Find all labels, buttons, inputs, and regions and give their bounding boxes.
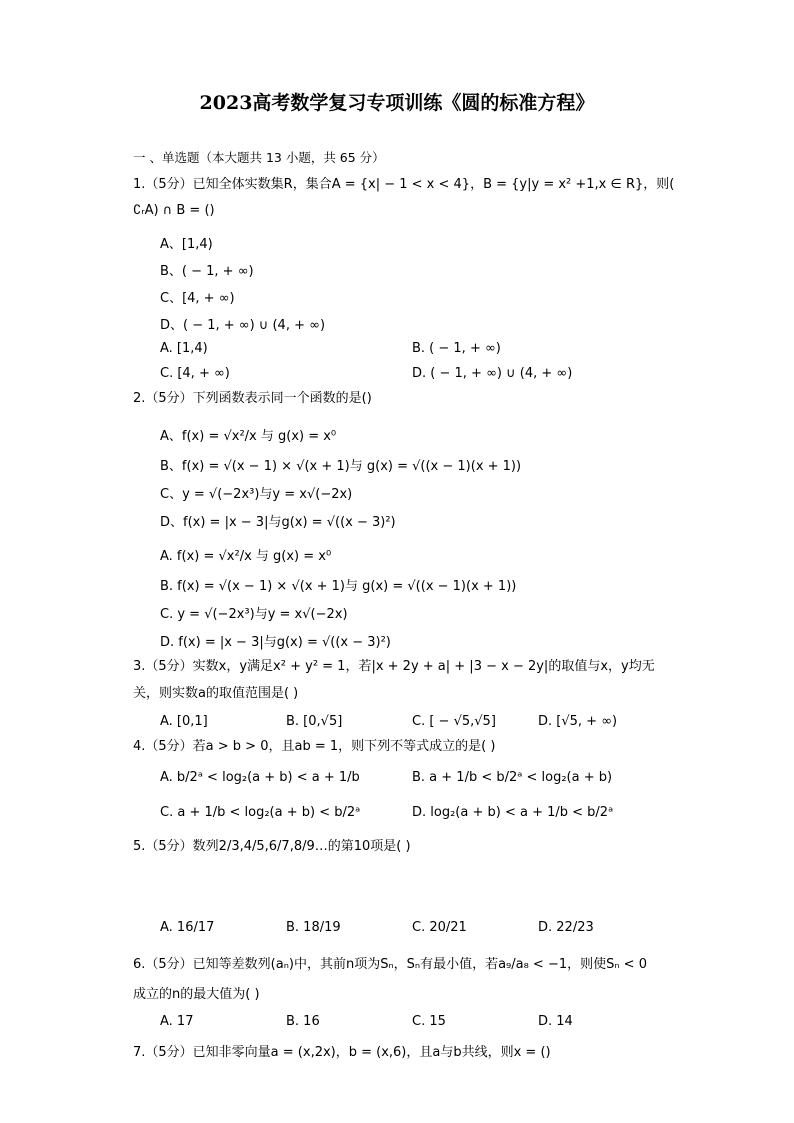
q2-grid-c: C. y = √(−2x³)与y = x√(−2x) — [160, 607, 348, 622]
question-6-line-1: 6.（5分）已知等差数列(aₙ)中，其前n项为Sₙ，Sₙ有最小值，若a₉/a₈ < −1，则使Sₙ < 0 — [133, 957, 647, 972]
q1-choice-a: A、[1,4) — [160, 237, 213, 252]
q6-choice-d: D. 14 — [538, 1014, 573, 1029]
question-3-line-2: 关，则实数a的取值范围是( ) — [133, 686, 299, 701]
question-3-line-1: 3.（5分）实数x，y满足x² + y² = 1，若|x + 2y + a| + |3 − x − 2y|的取值与x，y均无 — [133, 659, 655, 674]
question-1-line-1: 1.（5分）已知全体实数集R，集合A = {x| − 1 < x < 4}，B = {y|y = x² +1,x ∈ R}，则( — [133, 177, 675, 192]
q3-choice-a: A. [0,1] — [160, 714, 208, 729]
q3-choice-b: B. [0,√5] — [286, 714, 343, 729]
q1-grid-d: D. ( − 1, + ∞) ∪ (4, + ∞) — [412, 366, 573, 381]
q3-choice-d: D. [√5, + ∞) — [538, 714, 618, 729]
q4-choice-b: B. a + 1/b < b/2ᵃ < log₂(a + b) — [412, 770, 613, 785]
q1-choice-b: B、( − 1, + ∞) — [160, 264, 254, 279]
q4-choice-d: D. log₂(a + b) < a + 1/b < b/2ᵃ — [412, 805, 614, 820]
q1-grid-b: B. ( − 1, + ∞) — [412, 341, 501, 356]
question-2-stem: 2.（5分）下列函数表示同一个函数的是() — [133, 391, 372, 406]
page-title: 2023高考数学复习专项训练《圆的标准方程》 — [199, 92, 595, 114]
question-6-line-2: 成立的n的最大值为( ) — [133, 987, 260, 1002]
section-heading: 一 、单选题（本大题共 13 小题，共 65 分） — [133, 150, 385, 165]
q2-choice-b: B、f(x) = √(x − 1) × √(x + 1)与 g(x) = √((x − 1)(x + 1)) — [160, 459, 522, 474]
q2-choice-d: D、f(x) = |x − 3|与g(x) = √((x − 3)²) — [160, 515, 396, 530]
q5-choice-a: A. 16/17 — [160, 920, 215, 935]
q4-choice-c: C. a + 1/b < log₂(a + b) < b/2ᵃ — [160, 805, 361, 820]
q2-choice-c: C、y = √(−2x³)与y = x√(−2x) — [160, 487, 353, 502]
q1-choice-d: D、( − 1, + ∞) ∪ (4, + ∞) — [160, 318, 326, 333]
q5-choice-b: B. 18/19 — [286, 920, 341, 935]
question-5-stem: 5.（5分）数列2/3,4/5,6/7,8/9…的第10项是( ) — [133, 839, 411, 854]
q1-grid-c: C. [4, + ∞) — [160, 366, 230, 381]
q5-choice-c: C. 20/21 — [412, 920, 467, 935]
q1-grid-a: A. [1,4) — [160, 341, 208, 356]
question-4-stem: 4.（5分）若a > b > 0，且ab = 1，则下列不等式成立的是( ) — [133, 739, 496, 754]
q1-choice-c: C、[4, + ∞) — [160, 291, 235, 306]
q6-choice-b: B. 16 — [286, 1014, 320, 1029]
question-7-stem: 7.（5分）已知非零向量a = (x,2x)，b = (x,6)，且a与b共线，则x = () — [133, 1045, 551, 1060]
q5-choice-d: D. 22/23 — [538, 920, 594, 935]
q6-choice-a: A. 17 — [160, 1014, 194, 1029]
q2-choice-a: A、f(x) = √x²/x 与 g(x) = x⁰ — [160, 429, 337, 444]
q4-choice-a: A. b/2ᵃ < log₂(a + b) < a + 1/b — [160, 770, 360, 785]
question-1-line-2: ∁ᵣA) ∩ B = () — [133, 203, 215, 218]
q2-grid-b: B. f(x) = √(x − 1) × √(x + 1)与 g(x) = √((x − 1)(x + 1)) — [160, 579, 517, 594]
q6-choice-c: C. 15 — [412, 1014, 446, 1029]
q2-grid-a: A. f(x) = √x²/x 与 g(x) = x⁰ — [160, 549, 332, 564]
q2-grid-d: D. f(x) = |x − 3|与g(x) = √((x − 3)²) — [160, 635, 391, 650]
q3-choice-c: C. [ − √5,√5] — [412, 714, 496, 729]
